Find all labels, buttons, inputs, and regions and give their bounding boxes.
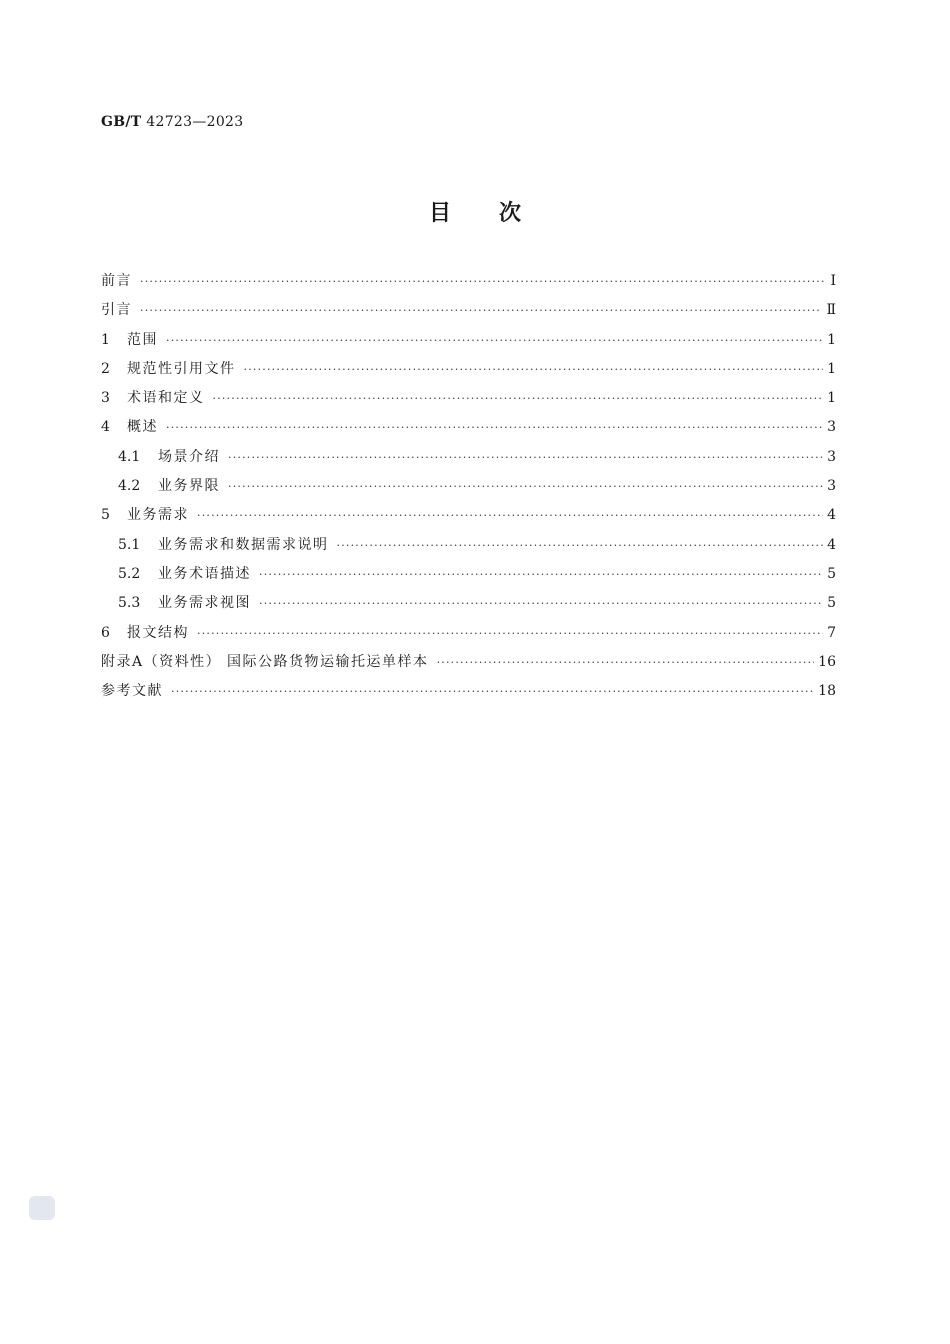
toc-label: 术语和定义 bbox=[127, 390, 205, 407]
toc-entry-scenario[interactable] bbox=[101, 446, 836, 475]
page-title bbox=[0, 196, 950, 227]
toc-leader bbox=[166, 334, 823, 347]
toc-leader bbox=[166, 421, 823, 434]
toc-page: 18 bbox=[818, 683, 836, 700]
toc-page: 5 bbox=[827, 565, 836, 582]
toc-entry-requirements-description[interactable] bbox=[101, 534, 836, 563]
standard-code bbox=[101, 114, 243, 130]
toc-label: 规范性引用文件 bbox=[127, 360, 236, 377]
toc-leader bbox=[259, 597, 823, 610]
toc-entry-requirements-view[interactable] bbox=[101, 592, 836, 621]
toc-label: 范围 bbox=[127, 331, 158, 348]
standard-prefix: GB/T bbox=[101, 114, 142, 130]
toc-label: 引言 bbox=[101, 302, 132, 319]
toc-label: 业务术语描述 bbox=[158, 565, 251, 582]
toc-page: 3 bbox=[827, 419, 836, 436]
toc-leader bbox=[437, 656, 815, 669]
toc-entry-foreword[interactable] bbox=[101, 270, 836, 299]
toc-entry-introduction[interactable] bbox=[101, 299, 836, 328]
toc-page: 1 bbox=[827, 331, 836, 348]
toc-entry-overview[interactable] bbox=[101, 416, 836, 445]
toc-label: 场景介绍 bbox=[158, 448, 220, 465]
toc-number: 4.2 bbox=[118, 478, 141, 495]
toc-entry-message-structure[interactable] bbox=[101, 622, 836, 651]
toc-label: 业务界限 bbox=[158, 478, 220, 495]
toc-label: 附录A（资料性） 国际公路货物运输托运单样本 bbox=[101, 653, 429, 670]
toc-leader bbox=[197, 509, 823, 522]
toc-page: 4 bbox=[827, 536, 836, 553]
toc-number: 3 bbox=[101, 390, 110, 407]
toc-number: 4.1 bbox=[118, 448, 141, 465]
toc-leader bbox=[171, 685, 814, 698]
toc-number: 2 bbox=[101, 360, 110, 377]
toc-number: 5 bbox=[101, 507, 110, 524]
toc-number: 6 bbox=[101, 624, 110, 641]
title-char-2: 次 bbox=[499, 201, 522, 226]
toc-label: 业务需求 bbox=[127, 507, 189, 524]
toc-number: 5.1 bbox=[118, 536, 141, 553]
toc-page: 3 bbox=[827, 478, 836, 495]
toc-number: 5.2 bbox=[118, 565, 141, 582]
toc-leader bbox=[228, 451, 823, 464]
title-char-1: 目 bbox=[428, 201, 451, 226]
toc-page: 1 bbox=[827, 360, 836, 377]
toc-leader bbox=[197, 627, 823, 640]
toc-leader bbox=[213, 392, 824, 405]
toc-entry-terms-definitions[interactable] bbox=[101, 387, 836, 416]
toc-number: 4 bbox=[101, 419, 110, 436]
toc-page: 16 bbox=[818, 653, 836, 670]
table-of-contents bbox=[101, 270, 836, 709]
toc-page: 4 bbox=[827, 507, 836, 524]
toc-label: 报文结构 bbox=[127, 624, 189, 641]
toc-page: 7 bbox=[827, 624, 836, 641]
toc-label: 业务需求视图 bbox=[158, 595, 251, 612]
toc-entry-business-boundary[interactable] bbox=[101, 475, 836, 504]
toc-number: 1 bbox=[101, 331, 110, 348]
toc-leader bbox=[140, 304, 822, 317]
toc-leader bbox=[228, 480, 823, 493]
toc-label: 业务需求和数据需求说明 bbox=[158, 536, 329, 553]
toc-page: Ⅱ bbox=[826, 302, 836, 319]
toc-leader bbox=[140, 275, 824, 288]
toc-label: 参考文献 bbox=[101, 683, 163, 700]
toc-entry-normative-references[interactable] bbox=[101, 358, 836, 387]
toc-leader bbox=[259, 568, 823, 581]
toc-page: 1 bbox=[827, 390, 836, 407]
toc-label: 前言 bbox=[101, 273, 132, 289]
toc-leader bbox=[244, 363, 824, 376]
toc-entry-scope[interactable] bbox=[101, 329, 836, 358]
toc-page: 3 bbox=[827, 448, 836, 465]
toc-entry-business-requirements[interactable] bbox=[101, 504, 836, 533]
sac-logo-watermark bbox=[29, 1196, 55, 1220]
toc-page: Ⅰ bbox=[830, 273, 836, 289]
toc-page: 5 bbox=[827, 595, 836, 612]
toc-entry-annex-a[interactable] bbox=[101, 651, 836, 680]
toc-leader bbox=[337, 539, 824, 552]
toc-entry-bibliography[interactable] bbox=[101, 680, 836, 709]
standard-number: 42723—2023 bbox=[146, 114, 244, 130]
toc-label: 概述 bbox=[127, 419, 158, 436]
toc-number: 5.3 bbox=[118, 595, 141, 612]
toc-entry-business-terms[interactable] bbox=[101, 563, 836, 592]
